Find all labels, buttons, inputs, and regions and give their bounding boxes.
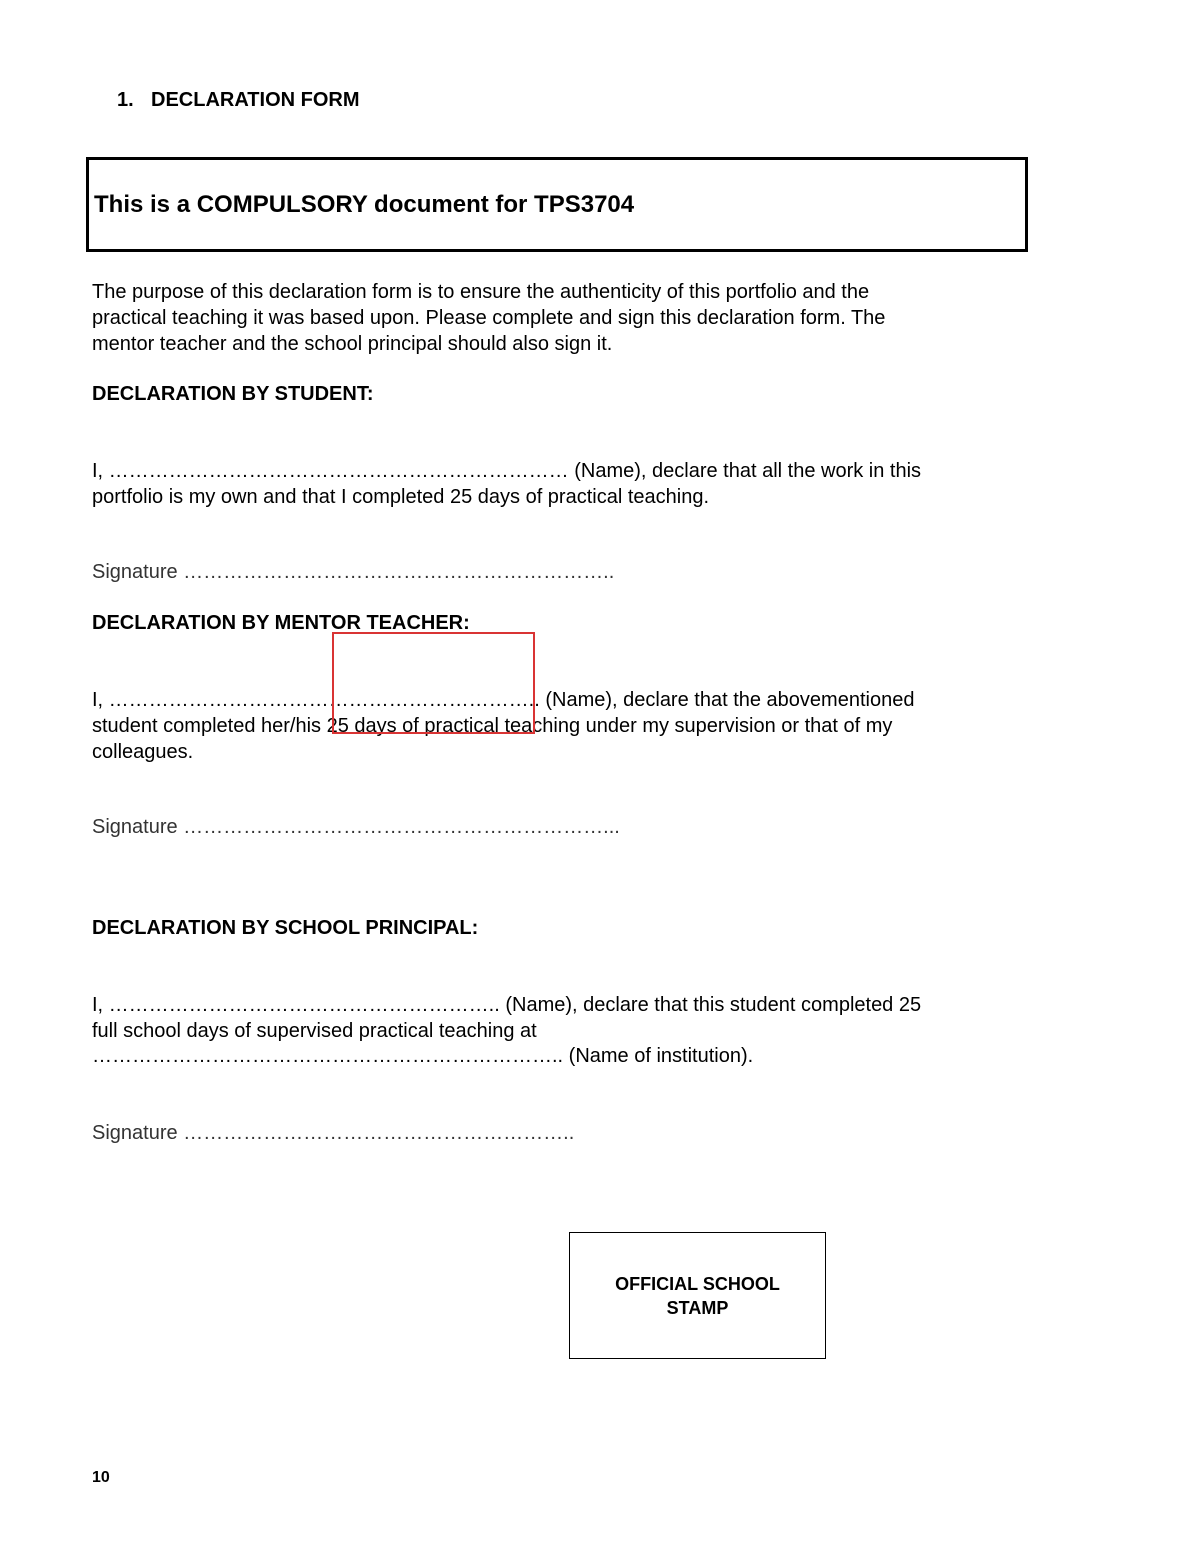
student-declaration-line: I, …………………………………………………………… (Name), declare that all the work in this [92,460,922,482]
principal-declaration-heading: DECLARATION BY SCHOOL PRINCIPAL: [92,917,479,939]
purpose-line: practical teaching it was based upon. Please complete and sign this declaration form. The [92,307,886,329]
section-title: DECLARATION FORM [151,89,360,111]
mentor-declaration-line: student completed her/his 25 days of practical teaching under my supervision or that of my [92,715,893,737]
student-declaration-line: portfolio is my own and that I completed 25 days of practical teaching. [92,486,710,508]
official-stamp-box [569,1232,826,1359]
compulsory-notice-text: This is a COMPULSORY document for TPS3704 [94,191,635,218]
section-number: 1. [117,89,134,111]
purpose-line: The purpose of this declaration form is to ensure the authenticity of this portfolio and the [92,281,870,303]
principal-declaration-line: full school days of supervised practical teaching at [92,1020,537,1042]
mentor-declaration-heading: DECLARATION BY MENTOR TEACHER: [92,612,470,634]
mentor-signature-line: Signature ………………………………………………………... [92,816,620,838]
institution-name-line: …………………………………………………………….. (Name of institution). [92,1045,754,1067]
principal-signature-line: Signature ………………………………………………….. [92,1122,575,1144]
student-declaration-heading: DECLARATION BY STUDENT: [92,383,374,405]
student-signature-line: Signature ……………………………………………………….. [92,561,615,583]
page-number: 10 [92,1469,110,1486]
mentor-declaration-line: colleagues. [92,741,194,763]
principal-declaration-line: I, ………………………………………………….. (Name), declare that this student completed 25 [92,994,922,1016]
mentor-declaration-line: I, ……………………………………………………….. (Name), declare that the abovementioned [92,689,915,711]
purpose-line: mentor teacher and the school principal should also sign it. [92,333,613,355]
compulsory-notice-box [86,157,1028,252]
official-stamp-label: OFFICIAL SCHOOL STAMP [615,1273,780,1318]
